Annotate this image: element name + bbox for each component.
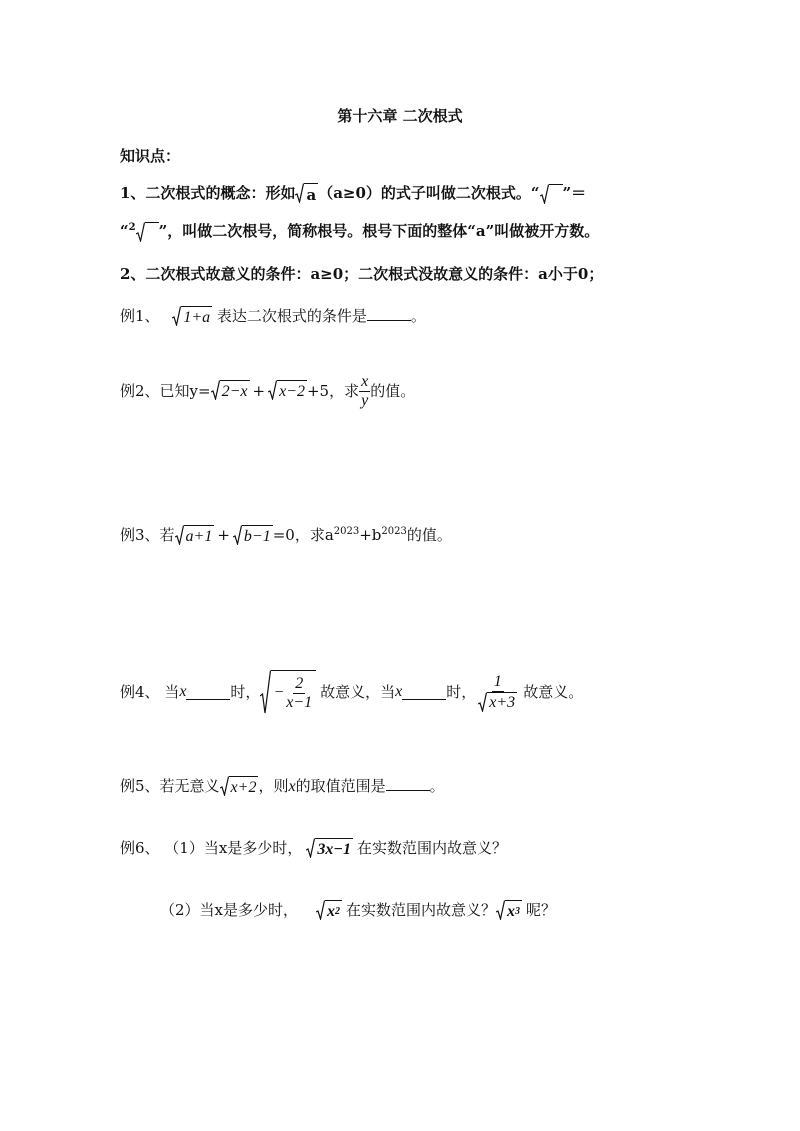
ex4-f2-den-wrap (476, 692, 519, 712)
ex2-numerator: x (361, 372, 369, 390)
example-5 (120, 776, 445, 798)
root-index: 2 (128, 222, 136, 233)
example-1 (120, 306, 426, 328)
ex4-label: 例4、 当 (120, 683, 180, 701)
indexed-sqrt-symbol (136, 222, 159, 242)
ex4-answer-blank-1[interactable] (186, 685, 230, 700)
ex4-answer-blank-2[interactable] (402, 685, 446, 700)
example-6-part-1 (120, 838, 507, 860)
ex3-exponent-2: 2023 (381, 526, 407, 537)
ex6-sqrt (306, 838, 353, 860)
radical-sign-icon (496, 900, 505, 920)
radical-sign-icon (540, 184, 549, 204)
point1-part-a: 1、二次根式的概念：形如 (120, 184, 296, 202)
ex6-label: 例6、 （1）当x是多少时， (120, 839, 303, 857)
point1-line2 (120, 221, 599, 242)
ex5-text: ，则 (258, 777, 289, 795)
ex3-mid: +b (359, 526, 382, 544)
ex4-var-1: x (179, 683, 187, 700)
ex2-label: 例2、已知y= (120, 382, 211, 400)
ex1-text: 表达二次根式的条件是 (216, 307, 367, 325)
radical-sign-icon (306, 838, 315, 858)
ex6-radicand: 3x−1 (315, 838, 353, 860)
ex5-end: 。 (429, 777, 445, 795)
radical-sign-icon (175, 525, 184, 545)
ex6b-end: 呢？ (526, 901, 557, 919)
ex4-fraction (284, 675, 314, 712)
ex5-answer-blank[interactable] (386, 776, 430, 791)
example-2 (120, 372, 415, 410)
point1-line2-b: ”，叫做二次根号，简称根号。根号下面的整体“a”叫做被开方数。 (158, 222, 600, 240)
example-3 (120, 525, 452, 547)
ex3-text: =0，求a (272, 526, 334, 544)
ex3-radicand-1: a+1 (184, 525, 215, 547)
ex6b-sqrt-2 (496, 900, 522, 922)
ex5-var: x (288, 778, 296, 795)
radical-sign-icon (211, 380, 220, 400)
ex4-radicand (271, 670, 316, 714)
point2-text: 2、二次根式故意义的条件：a≥0；二次根式没故意义的条件：a小于0； (120, 265, 604, 283)
ex6-text: 在实数范围内故意义？ (357, 839, 508, 857)
knowledge-heading (120, 146, 180, 166)
example-4 (120, 668, 583, 716)
ex4-sqrt-fraction (260, 670, 316, 714)
ex6b-radicand-2: x 3 (505, 900, 522, 922)
point1-part-b: （a≥0）的式子叫做二次根式。“ (318, 184, 540, 202)
empty-sqrt-symbol (540, 184, 563, 204)
radical-sign-icon (268, 380, 277, 400)
page-title (0, 106, 800, 126)
radical-sign-icon (260, 670, 271, 714)
point1-part-c: ”＝ (562, 184, 587, 202)
ex2-denominator: y (361, 391, 369, 409)
ex2-sqrt-1 (211, 380, 250, 402)
radical-sign-icon (316, 900, 325, 920)
ex5-text2: 的取值范围是 (295, 777, 386, 795)
ex4-frac-den: x−1 (286, 693, 313, 711)
ex5-radicand: x+2 (229, 776, 259, 798)
radical-sign-icon (478, 692, 487, 712)
radical-sign-icon (233, 525, 242, 545)
ex2-text: +5，求 (306, 382, 360, 400)
ex1-answer-blank[interactable] (367, 306, 411, 321)
ex4-f2-num: 1 (493, 672, 502, 690)
point1-line1 (120, 183, 586, 205)
knowledge-heading-text: 知识点： (120, 147, 181, 165)
ex3-exponent-1: 2023 (333, 526, 360, 537)
ex3-plus: + (217, 526, 230, 544)
ex4-var-2: x (395, 683, 403, 700)
ex4-f2-den: x+3 (489, 693, 516, 711)
ex3-end: 的值。 (406, 526, 452, 544)
ex6b-rad1-base: x (327, 903, 336, 920)
radical-sign-icon (136, 222, 145, 242)
ex2-radicand-2: x−2 (277, 380, 307, 402)
ex4-f2-sqrt (478, 692, 517, 712)
ex2-fraction (359, 373, 370, 410)
ex1-label: 例1、 (120, 307, 160, 325)
ex5-label: 例5、若无意义 (120, 777, 220, 795)
ex3-radicand-2: b−1 (242, 525, 273, 547)
radical-sign-icon (172, 306, 181, 326)
ex6b-rad2-base: x (507, 903, 516, 920)
ex4-minus: − (273, 684, 285, 701)
ex4-frac-num: 2 (295, 674, 304, 692)
point1-line2-a: “ (120, 222, 129, 240)
ex1-end: 。 (410, 307, 426, 325)
ex6b-sqrt-1 (316, 900, 342, 922)
ex6b-text: 在实数范围内故意义？ (346, 901, 497, 919)
ex4-t4: 故意义。 (523, 683, 584, 701)
ex4-t1: 时， (230, 683, 261, 701)
ex1-radicand: 1+a (181, 306, 212, 328)
ex3-sqrt-1 (175, 525, 215, 547)
radical-sign-icon (220, 776, 229, 796)
sqrt-a (295, 183, 318, 205)
ex6b-label: （2）当x是多少时， (160, 901, 299, 919)
radicand-a: a (304, 183, 318, 205)
ex5-sqrt (220, 776, 259, 798)
radical-sign-icon (295, 183, 304, 203)
ex2-end: 的值。 (370, 382, 416, 400)
ex3-sqrt-2 (233, 525, 273, 547)
point2 (120, 264, 603, 284)
ex1-sqrt (172, 306, 212, 328)
example-6-part-2 (160, 900, 556, 922)
ex4-t2: 故意义，当 (320, 683, 396, 701)
ex4-t3: 时， (446, 683, 477, 701)
ex2-sqrt-2 (268, 380, 307, 402)
ex2-radicand-1: 2−x (220, 380, 250, 402)
page-title-text: 第十六章 二次根式 (337, 107, 463, 125)
ex6b-radicand-1: x 2 (325, 900, 342, 922)
ex2-plus: + (252, 382, 266, 400)
ex4-fraction-2 (476, 673, 519, 712)
ex3-label: 例3、若 (120, 526, 175, 544)
